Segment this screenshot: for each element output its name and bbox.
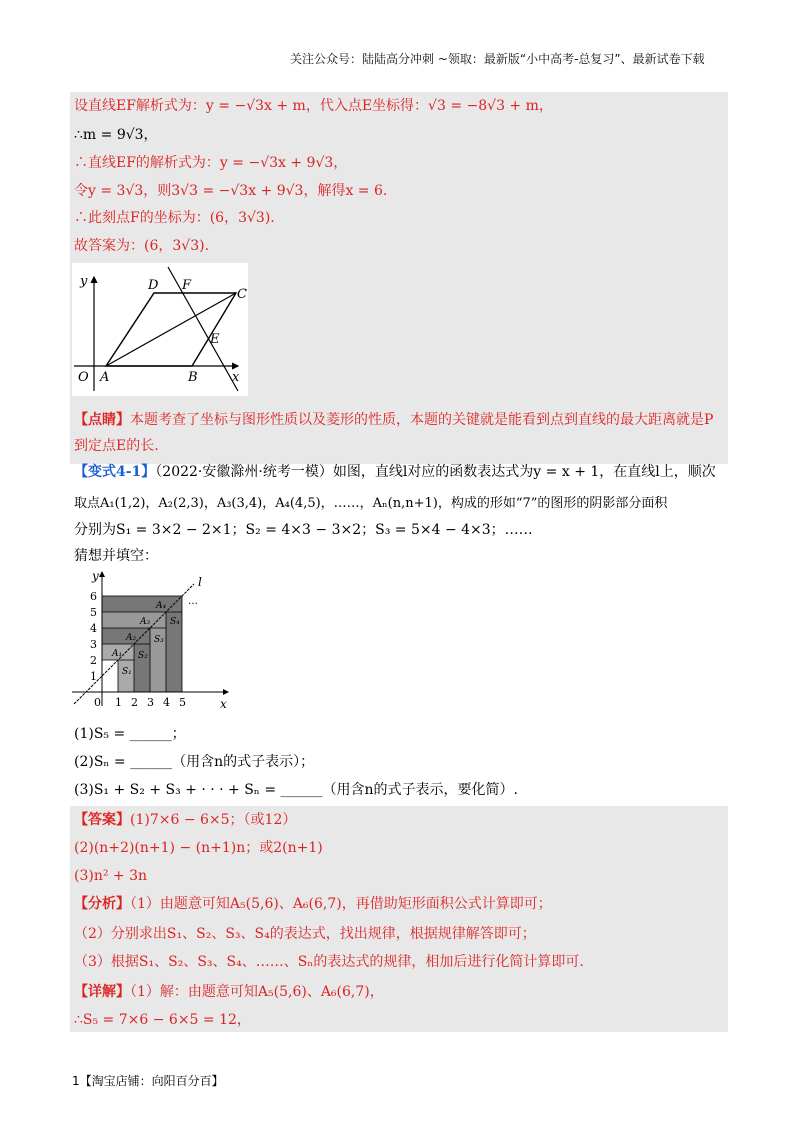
problem-tag: 【变式4-1】 xyxy=(74,464,156,480)
analysis-line-1 xyxy=(74,894,552,914)
solution-line-1: 设直线EF解析式为：y = −√3x + m，代入点E坐标得：√3 = −8√3 + m， xyxy=(74,98,553,114)
point-a4: A₄ xyxy=(156,601,167,611)
rhombus-diagram xyxy=(72,263,248,396)
x-tick-labels xyxy=(94,696,186,709)
answer-line-3: (3)n² + 3n xyxy=(74,868,148,884)
y-tick-labels xyxy=(90,590,97,683)
label-b: B xyxy=(188,370,198,385)
line-l-label: l xyxy=(198,575,202,589)
axis-y-label: y xyxy=(92,569,99,583)
analysis-1: （1）由题意可知A₅(5,6)、A₆(6,7)，再借助矩形面积公式计算即可； xyxy=(130,896,552,912)
question-2: (2)Sₙ = ______（用含n的式子表示）； xyxy=(74,754,315,770)
point-a3: A₃ xyxy=(140,617,151,627)
label-f: F xyxy=(182,278,192,293)
analysis-line-3: （3）根据S₁、S₂、S₃、S₄、……、Sₙ的表达式的规律，相加后进行化简计算即可. xyxy=(74,954,584,970)
problem-text: （2022·安徽滁州·统考一模）如图，直线l对应的函数表达式为y = x + 1，在直线l上，顺次 xyxy=(155,464,716,480)
region-blank xyxy=(102,660,118,692)
solution-line-3: ∴直线EF的解析式为：y = −√3x + 9√3， xyxy=(74,155,348,171)
x-tick-0: 0 xyxy=(94,696,101,709)
note-line-2: 到定点E的长. xyxy=(74,438,159,454)
question-1: (1)S₅ = ______； xyxy=(74,726,186,742)
y-tick-6: 6 xyxy=(90,590,97,603)
ellipsis-label: … xyxy=(188,596,198,607)
note-line-1 xyxy=(74,410,713,430)
y-tick-5: 5 xyxy=(90,606,97,619)
y-tick-1: 1 xyxy=(90,670,97,683)
x-tick-1: 1 xyxy=(115,696,122,709)
staircase-figure xyxy=(70,566,240,716)
y-tick-3: 3 xyxy=(90,638,97,651)
question-3: (3)S₁ + S₂ + S₃ + · · · + Sₙ = ______（用含n的式子表示，要化简）. xyxy=(74,782,518,798)
problem-line-1 xyxy=(74,462,716,482)
solution-line-4: 令y = 3√3，则3√3 = −√3x + 9√3，解得x = 6. xyxy=(74,183,388,199)
diagonal-ac xyxy=(106,293,236,366)
solution-line-5: ∴此刻点F的坐标为：(6，3√3). xyxy=(74,210,275,226)
x-tick-5: 5 xyxy=(179,696,186,709)
problem-line-2: 取点A₁(1,2)，A₂(2,3)，A₃(3,4)，A₄(4,5)，……，Aₙ(n,n+1)，构成的形如“7”的图形的阴影部分面积 xyxy=(74,496,668,511)
y-tick-4: 4 xyxy=(90,622,97,635)
axis-x-label: x xyxy=(220,697,227,711)
x-tick-2: 2 xyxy=(131,696,138,709)
problem-line-3: 分别为S₁ = 3×2 − 2×1；S₂ = 4×3 − 3×2；S₃ = 5×4 − 4×3；…… xyxy=(74,522,533,538)
analysis-line-2: （2）分别求出S₁、S₂、S₃、S₄的表达式，找出规律，根据规律解答即可； xyxy=(74,926,536,942)
answer-1: (1)7×6 − 6×5；（或12） xyxy=(130,812,297,828)
area-s3: S₃ xyxy=(154,635,164,645)
detail-line-1 xyxy=(74,982,384,1002)
label-e: E xyxy=(210,332,220,347)
area-s2: S₂ xyxy=(138,651,148,661)
page-header: 关注公众号：陆陆高分冲刺 ~领取：最新版“小中高考-总复习”、最新试卷下载 xyxy=(290,52,705,66)
area-s1: S₁ xyxy=(122,667,132,677)
staircase-diagram xyxy=(70,566,240,716)
label-y: y xyxy=(80,274,88,289)
note-tag: 【点睛】 xyxy=(74,412,130,428)
label-c: C xyxy=(237,287,247,302)
detail-1: （1）解：由题意可知A₅(5,6)、A₆(6,7)， xyxy=(130,984,384,1000)
detail-tag: 【详解】 xyxy=(74,984,130,1000)
y-tick-2: 2 xyxy=(90,654,97,667)
detail-line-2: ∴S₅ = 7×6 − 6×5 = 12， xyxy=(74,1012,251,1028)
line-ef xyxy=(168,267,238,391)
x-tick-3: 3 xyxy=(147,696,154,709)
analysis-tag: 【分析】 xyxy=(74,896,130,912)
label-a: A xyxy=(100,370,110,385)
answer-line-1 xyxy=(74,810,296,830)
page-footer: 1【淘宝店铺：向阳百分百】 xyxy=(72,1074,224,1088)
x-tick-4: 4 xyxy=(163,696,170,709)
rhombus-figure xyxy=(72,263,248,396)
note-text: 本题考查了坐标与图形性质以及菱形的性质，本题的关键就是能看到点到直线的最大距离就是P xyxy=(130,412,714,428)
point-a2: A₂ xyxy=(126,633,137,643)
answer-tag: 【答案】 xyxy=(74,812,130,828)
label-d: D xyxy=(148,278,159,293)
solution-line-2: ∴m = 9√3， xyxy=(74,127,158,143)
label-o: O xyxy=(78,370,89,385)
area-s4: S₄ xyxy=(170,617,180,627)
problem-line-4: 猜想并填空： xyxy=(74,548,158,564)
solution-line-6: 故答案为：(6，3√3). xyxy=(74,238,210,254)
label-x: x xyxy=(232,370,240,385)
answer-line-2: (2)(n+2)(n+1) − (n+1)n；或2(n+1) xyxy=(74,840,323,856)
point-a1: A₁ xyxy=(112,649,123,659)
